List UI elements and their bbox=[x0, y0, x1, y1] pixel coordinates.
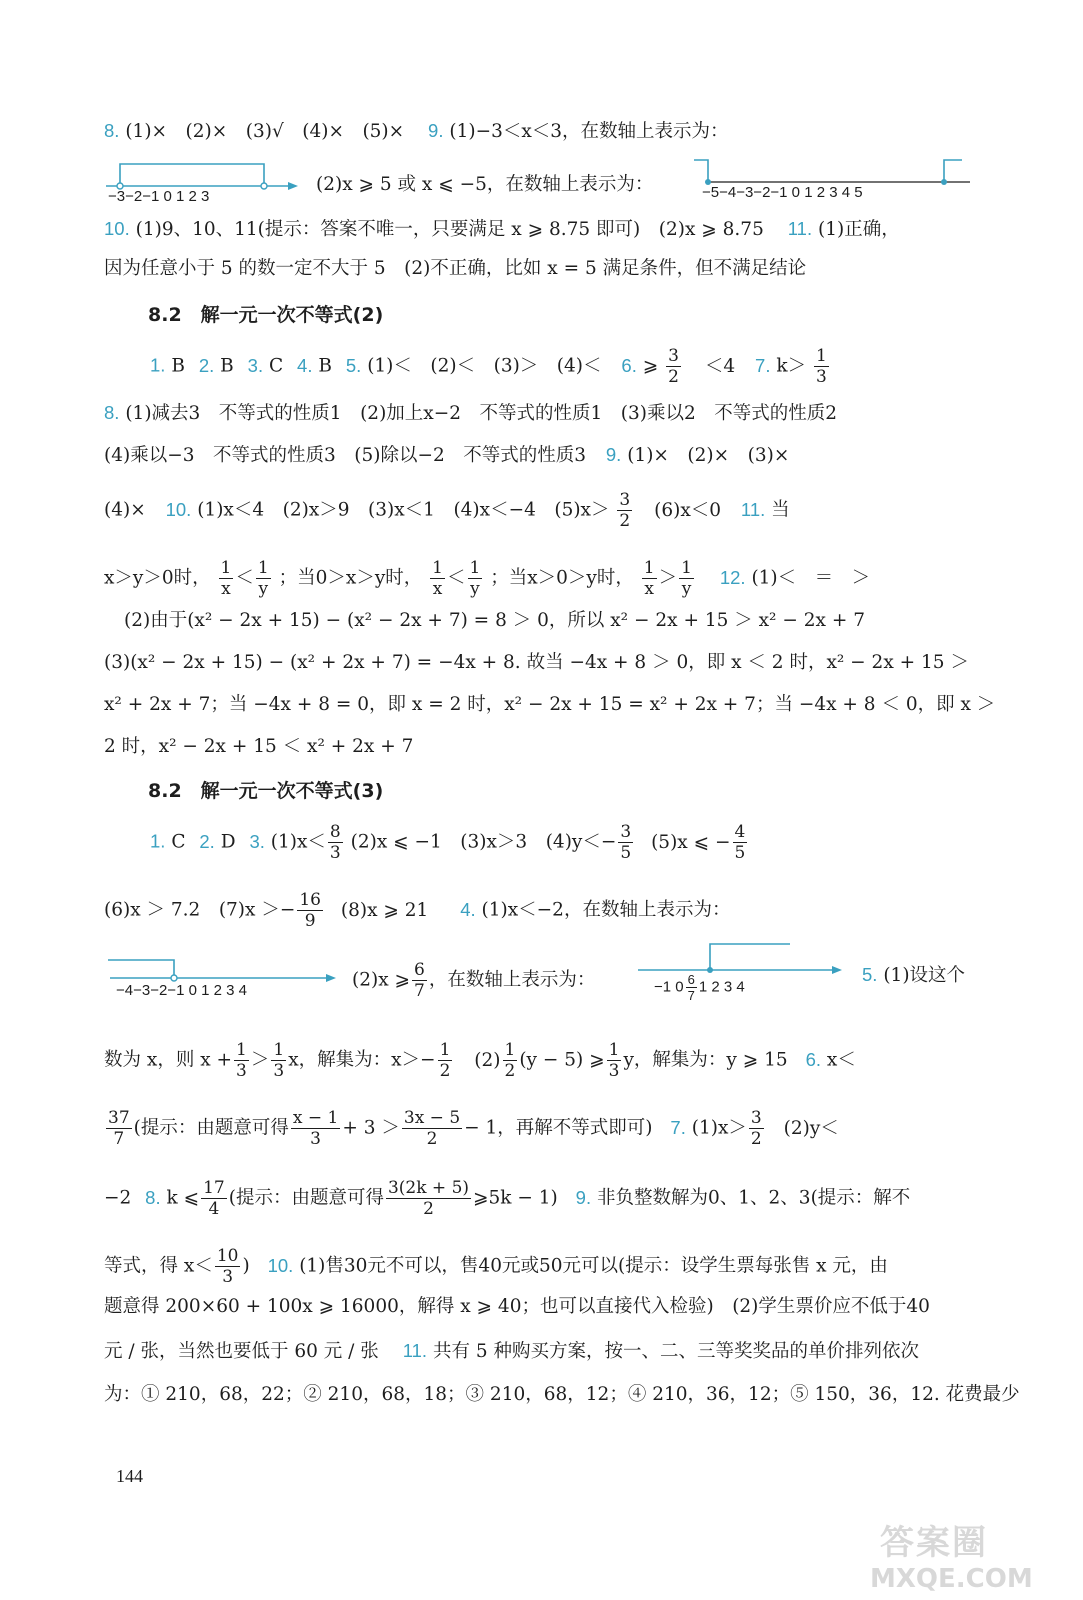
answer-text: 非负整数解为0、1、2、3(提示：解不 bbox=[596, 1187, 911, 1209]
q-number: 5. bbox=[862, 964, 878, 985]
fraction: $\frac{3(2k + 5)}{2}$ bbox=[387, 1178, 470, 1219]
answer-text: (1)减去3 不等式的性质1 (2)加上x−2 不等式的性质1 (3)乘以2 不等式的性质2 bbox=[125, 403, 838, 424]
fraction: $\frac{3}{5}$ bbox=[620, 822, 632, 863]
q-number: 3. bbox=[249, 830, 265, 852]
answer-text: −2 bbox=[104, 1187, 132, 1209]
answer-text: D bbox=[220, 831, 236, 853]
answer-text: k＞ bbox=[776, 355, 807, 377]
q-number: 11. bbox=[787, 218, 813, 239]
q-number: 3. bbox=[247, 354, 264, 376]
answer-line-11: (3)(x² − 2x + 15) − (x² + 2x + 7) = −4x + 8. 故当 −4x + 8 ＞ 0，即 x ＜ 2 时，x² − 2x + 15 ＞ bbox=[104, 652, 969, 673]
fraction: $\frac{1}{2}$ bbox=[439, 1040, 451, 1081]
number-line-4-labels: −1 0 $\frac{6}{7}$ 1 2 3 4 bbox=[654, 972, 745, 1003]
answer-text: (5)x ⩽ − bbox=[651, 831, 731, 853]
fraction: $\frac{1}{x}$ bbox=[643, 558, 655, 599]
answer-line-22: 题意得 200×60 + 100x ⩾ 16000，解得 x ⩾ 40；也可以直接代入检验) (2)学生票价应不低于40 bbox=[104, 1296, 930, 1317]
answer-line-23 bbox=[104, 1338, 919, 1365]
answer-text: (1)x＜−2，在数轴上表示为： bbox=[481, 899, 731, 921]
answer-line-13: 2 时，x² − 2x + 15 ＜ x² + 2x + 7 bbox=[104, 736, 414, 757]
q-number: 2. bbox=[199, 830, 215, 852]
q-number: 10. bbox=[267, 1254, 294, 1276]
fraction: $\frac{10}{3}$ bbox=[216, 1246, 239, 1287]
answer-text: B bbox=[318, 355, 332, 377]
answer-text: y，解集为：y ⩾ 15 bbox=[623, 1049, 788, 1071]
fraction: $\frac{6}{7}$ bbox=[414, 960, 425, 1001]
q-number: 7. bbox=[755, 354, 771, 376]
fraction: $\frac{1}{y}$ bbox=[681, 558, 692, 599]
answer-text: x＞y＞0时， bbox=[104, 567, 211, 589]
q-number: 9. bbox=[605, 444, 622, 465]
answer-text: x＜ bbox=[826, 1049, 856, 1071]
answer-text: (提示：由题意可得 bbox=[228, 1187, 384, 1209]
answer-text: (2)x ⩽ −1 (3)x＞3 (4)y＜− bbox=[350, 831, 617, 853]
fraction: $\frac{1}{y}$ bbox=[469, 558, 481, 599]
answer-line-17 bbox=[862, 962, 965, 989]
answer-text: B bbox=[171, 355, 185, 377]
answer-text: (1)＜ ＝ ＞ bbox=[751, 567, 871, 589]
answer-line-14 bbox=[150, 822, 749, 863]
q-number: 8. bbox=[145, 1186, 161, 1208]
answer-text: (1)× (2)× (3)√ (4)× (5)× bbox=[125, 121, 405, 142]
fraction: $\frac{1}{2}$ bbox=[504, 1040, 516, 1081]
answer-text: (1)＜ (2)＜ (3)＞ (4)＜ bbox=[367, 355, 602, 377]
fraction: $\frac{3x - 5}{2}$ bbox=[403, 1108, 461, 1149]
fraction: $\frac{1}{y}$ bbox=[257, 558, 269, 599]
q-number: 11. bbox=[740, 498, 766, 520]
fraction: $\frac{4}{5}$ bbox=[734, 822, 746, 863]
fraction: $\frac{17}{4}$ bbox=[203, 1178, 225, 1219]
q-number: 5. bbox=[345, 354, 362, 376]
answer-text: (1)x＞ bbox=[691, 1117, 747, 1139]
answer-line-2: (2)x ⩾ 5 或 x ⩽ −5，在数轴上表示为： bbox=[316, 174, 654, 195]
answer-line-21: 等式，得 x＜ $\frac{10}{3}$ ) 10. (1)售30元不可以，售40元或50元可以(提示：设学生票每张售 x 元，由 bbox=[104, 1246, 888, 1287]
answer-line-15 bbox=[104, 890, 730, 931]
fraction: $\frac{3}{2}$ bbox=[668, 346, 679, 387]
number-line-2-labels: −5−4−3−2−1 0 1 2 3 4 5 bbox=[702, 184, 863, 201]
answer-text: ⩾ bbox=[642, 355, 659, 377]
section-heading: 8.2 解一元一次不等式(2) bbox=[148, 304, 384, 326]
answer-text: 共有 5 种购买方案，按一、二、三等奖奖品的单价排列依次 bbox=[432, 1341, 919, 1362]
q-number: 2. bbox=[198, 354, 215, 376]
answer-text: B bbox=[220, 355, 234, 377]
answer-line-18: 数为 x，则 x + $\frac{1}{3}$ ＞ $\frac{1}{3}$ x，解集为：x＞− $\frac{1}{2}$ (2) $\frac{1}{2}$ (y − 5) ⩾ $\frac{1}{3}$ y，解集为：y ⩾ 15 6. x＜ bbox=[104, 1040, 856, 1081]
answer-text: 等式，得 x＜ bbox=[104, 1255, 213, 1277]
answer-text: (1)售30元不可以，售40元或50元可以(提示：设学生票每张售 x 元，由 bbox=[299, 1255, 888, 1277]
fraction: $\frac{3}{2}$ bbox=[750, 1108, 762, 1149]
answer-line-1 bbox=[104, 118, 729, 145]
q-number: 10. bbox=[104, 218, 130, 239]
answer-text: − 1，再解不等式即可) bbox=[464, 1117, 653, 1139]
q-number: 9. bbox=[428, 120, 444, 141]
answer-text: ⩾5k − 1) bbox=[473, 1187, 558, 1209]
answer-text: ＜4 bbox=[704, 355, 736, 377]
answer-text: (1)9、10、11(提示：答案不唯一，只要满足 x ⩾ 8.75 即可) (2)x ⩾ 8.75 bbox=[135, 219, 764, 240]
answer-text: 元 / 张，当然也要低于 60 元 / 张 bbox=[104, 1341, 379, 1362]
page-number: 144 bbox=[116, 1466, 143, 1486]
answer-text: (2)y＜ bbox=[783, 1117, 839, 1139]
fraction: $\frac{1}{3}$ bbox=[273, 1040, 285, 1081]
answer-text: (1)−3＜x＜3，在数轴上表示为： bbox=[449, 121, 729, 142]
q-number: 6. bbox=[621, 354, 637, 376]
q-number: 1. bbox=[150, 354, 166, 376]
answer-line-16 bbox=[352, 960, 595, 1001]
answer-text: ，在数轴上表示为： bbox=[428, 969, 596, 991]
section-heading: 8.2 解一元一次不等式(3) bbox=[148, 780, 384, 802]
q-number: 4. bbox=[460, 898, 476, 920]
fraction: $\frac{1}{x}$ bbox=[220, 558, 232, 599]
answer-text: C bbox=[171, 831, 186, 853]
fraction: $\frac{1}{3}$ bbox=[236, 1040, 247, 1081]
answer-line-5 bbox=[150, 346, 831, 387]
answer-line-4: 因为任意小于 5 的数一定不大于 5 (2)不正确，比如 x = 5 满足条件，但不满足结论 bbox=[104, 258, 807, 279]
q-number: 9. bbox=[575, 1186, 592, 1208]
answer-text: (1)正确， bbox=[817, 219, 900, 240]
fraction: $\frac{6}{7}$ bbox=[687, 972, 695, 1003]
answer-text: (1)x＜ bbox=[270, 831, 326, 853]
answer-line-24: 为：① 210，68，22；② 210，68，18；③ 210，68，12；④ 210，36，12；⑤ 150，36，12. 花费最少 bbox=[104, 1384, 1020, 1405]
q-number: 1. bbox=[150, 830, 166, 852]
q-number: 12. bbox=[719, 566, 746, 588]
answer-text: ；当x＞0＞y时， bbox=[490, 567, 634, 589]
answer-text: (2) bbox=[474, 1049, 501, 1071]
answer-text: x，解集为：x＞− bbox=[288, 1049, 436, 1071]
answer-line-3 bbox=[104, 216, 900, 243]
answer-line-19: $\frac{37}{7}$ (提示：由题意可得 $\frac{x - 1}{3}$ + 3 ＞ $\frac{3x - 5}{2}$ − 1，再解不等式即可) 7. (1)x＞ $\frac{3}{2}$ (2)y＜ bbox=[108, 1108, 839, 1149]
q-number: 10. bbox=[165, 498, 192, 520]
answer-line-20 bbox=[104, 1178, 910, 1219]
fraction: $\frac{x - 1}{3}$ bbox=[292, 1108, 339, 1149]
answer-text: (8)x ⩾ 21 bbox=[340, 899, 429, 921]
answer-text: (1)x＜4 (2)x＞9 (3)x＜1 (4)x＜−4 (5)x＞ bbox=[197, 499, 610, 521]
answer-text: (1)× (2)× (3)× bbox=[627, 445, 790, 466]
answer-text: C bbox=[268, 355, 284, 377]
number-line-3-labels: −4−3−2−1 0 1 2 3 4 bbox=[116, 982, 247, 999]
answer-text: 当 bbox=[771, 499, 790, 521]
watermark: 答案圈 MXQE.COM bbox=[870, 1523, 1033, 1594]
q-number: 8. bbox=[104, 120, 120, 141]
q-number: 11. bbox=[402, 1340, 428, 1361]
q-number: 8. bbox=[104, 402, 120, 423]
answer-line-9: x＞y＞0时， $\frac{1}{x}$ ＜ $\frac{1}{y}$ ；当0＞x＞y时， $\frac{1}{x}$ ＜ $\frac{1}{y}$ ；当x＞0＞y时， $\frac{1}{x}$ ＞ $\frac{1}{y}$ 12. (1)＜ ＝ ＞ bbox=[104, 558, 871, 599]
fraction: $\frac{3}{2}$ bbox=[619, 490, 631, 531]
fraction: $\frac{16}{9}$ bbox=[299, 890, 321, 931]
answer-line-12: x² + 2x + 7；当 −4x + 8 = 0，即 x = 2 时，x² − 2x + 15 = x² + 2x + 7；当 −4x + 8 ＜ 0，即 x ＞ bbox=[104, 694, 996, 715]
q-number: 6. bbox=[805, 1048, 822, 1070]
answer-text: (4)乘以−3 不等式的性质3 (5)除以−2 不等式的性质3 bbox=[104, 445, 586, 466]
answer-line-7 bbox=[104, 442, 789, 469]
fraction: $\frac{8}{3}$ bbox=[329, 822, 341, 863]
answer-line-10: (2)由于(x² − 2x + 15) − (x² − 2x + 7) = 8 ＞ 0，所以 x² − 2x + 15 ＞ x² − 2x + 7 bbox=[124, 610, 865, 631]
answer-line-8 bbox=[104, 490, 790, 531]
fraction: $\frac{1}{3}$ bbox=[608, 1040, 620, 1081]
answer-text: ；当0＞x＞y时， bbox=[278, 567, 423, 589]
answer-text: (4)× bbox=[104, 499, 146, 521]
answer-text: k ⩽ bbox=[166, 1187, 200, 1209]
fraction: $\frac{37}{7}$ bbox=[108, 1108, 130, 1149]
answer-line-6 bbox=[104, 400, 837, 427]
q-number: 4. bbox=[297, 354, 313, 376]
number-line-1-labels: −3−2−1 0 1 2 3 bbox=[108, 188, 210, 205]
fraction: $\frac{1}{3}$ bbox=[815, 346, 827, 387]
answer-text: (6)x ＞ 7.2 (7)x ＞− bbox=[104, 899, 296, 921]
fraction: $\frac{1}{x}$ bbox=[432, 558, 443, 599]
answer-text: (1)设这个 bbox=[883, 965, 966, 986]
answer-text: (提示：由题意可得 bbox=[133, 1117, 289, 1139]
q-number: 7. bbox=[670, 1116, 686, 1138]
answer-text: 数为 x，则 x + bbox=[104, 1049, 233, 1071]
answer-text: (6)x＜0 bbox=[654, 499, 722, 521]
answer-text: (2)x ⩾ bbox=[352, 969, 411, 991]
